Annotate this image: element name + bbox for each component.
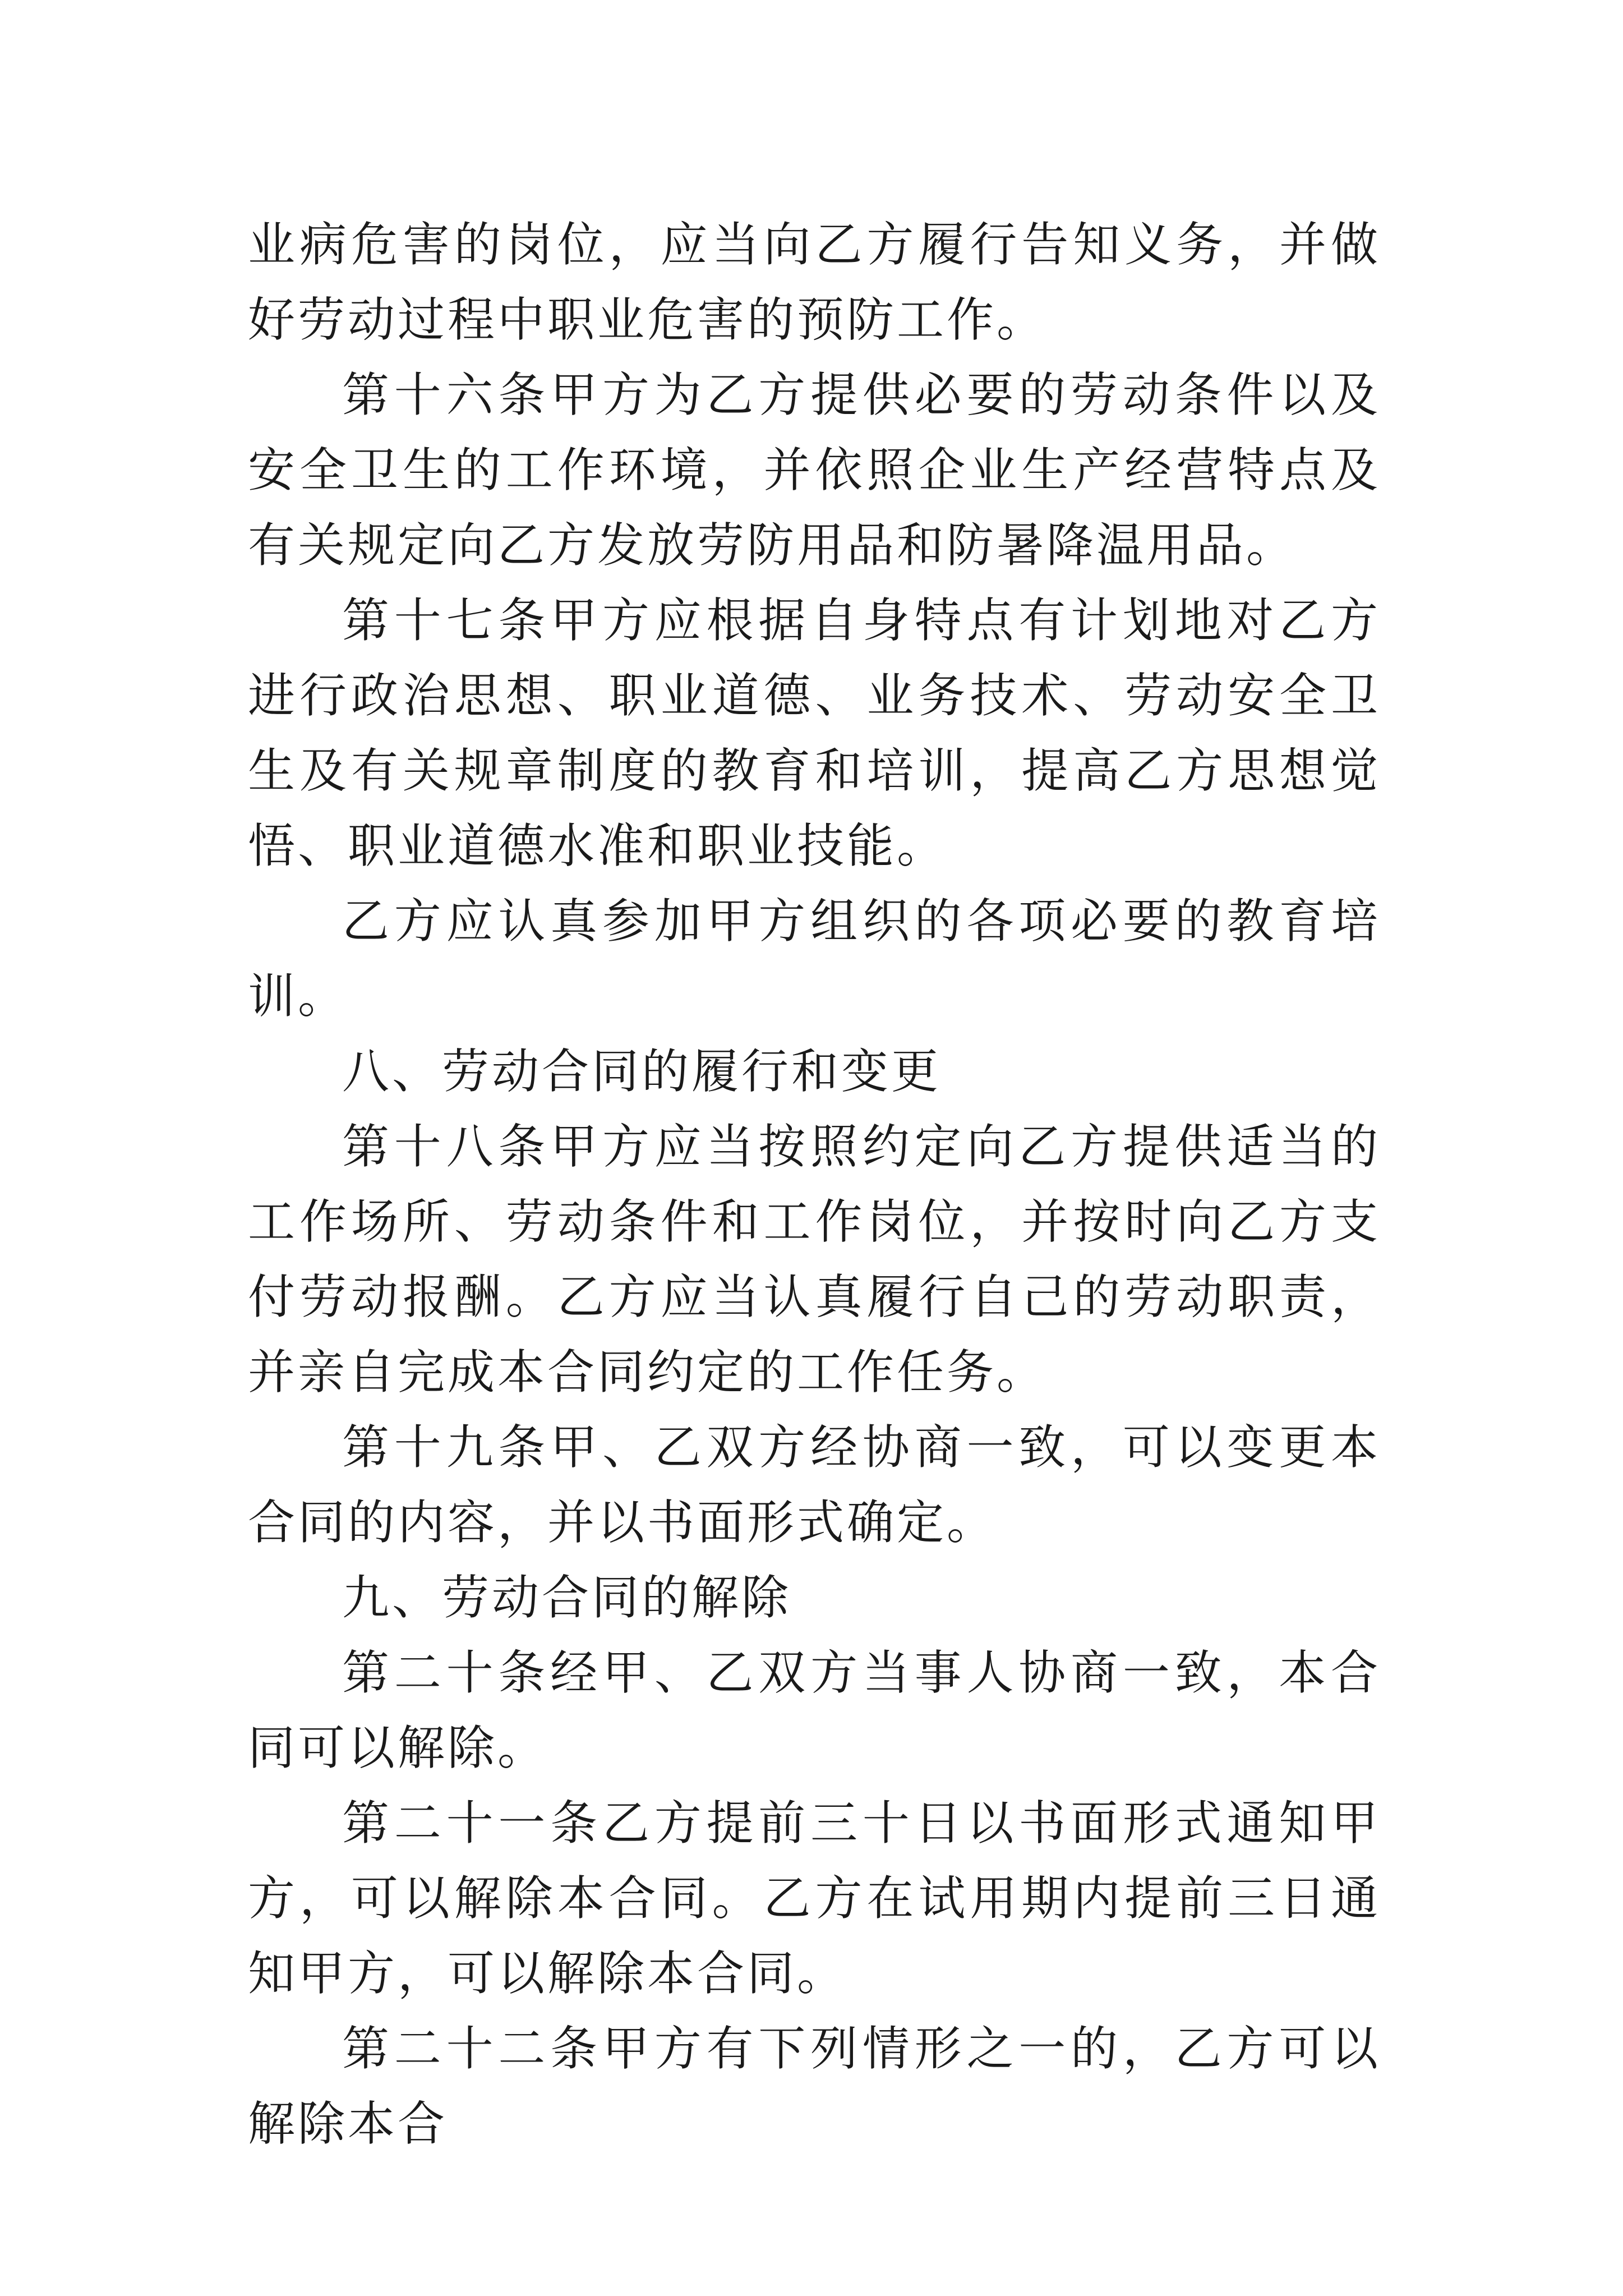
paragraph-article-22: 第二十二条甲方有下列情形之一的，乙方可以解除本合 bbox=[248, 2021, 1381, 2151]
section-heading-8: 八、劳动合同的履行和变更 bbox=[342, 1044, 942, 1099]
paragraph-article-19: 第十九条甲、乙双方经协商一致，可以变更本合同的内容，并以书面形式确定。 bbox=[248, 1420, 1381, 1550]
paragraph-article-16: 第十六条甲方为乙方提供必要的劳动条件以及安全卫生的工作环境，并依照企业生产经营特点及有关规定向乙方发放劳防用品和防暑降温用品。 bbox=[248, 367, 1381, 573]
body-text bbox=[248, 207, 1381, 2161]
paragraph-article-17: 第十七条甲方应根据自身特点有计划地对乙方进行政治思想、职业道德、业务技术、劳动安全卫生及有关规章制度的教育和培训，提高乙方思想觉悟、职业道德水准和职业技能。 bbox=[248, 593, 1381, 873]
paragraph-article-21: 第二十一条乙方提前三十日以书面形式通知甲方，可以解除本合同。乙方在试用期内提前三日通知甲方，可以解除本合同。 bbox=[248, 1796, 1381, 2001]
paragraph-continued: 业病危害的岗位，应当向乙方履行告知义务，并做好劳动过程中职业危害的预防工作。 bbox=[248, 217, 1381, 347]
section-heading-9: 九、劳动合同的解除 bbox=[342, 1570, 792, 1625]
paragraph-article-20: 第二十条经甲、乙双方当事人协商一致，本合同可以解除。 bbox=[248, 1645, 1381, 1775]
paragraph-article-18: 第十八条甲方应当按照约定向乙方提供适当的工作场所、劳动条件和工作岗位，并按时向乙方支付劳动报酬。乙方应当认真履行自己的劳动职责，并亲自完成本合同约定的工作任务。 bbox=[248, 1119, 1381, 1400]
paragraph-training-duty: 乙方应认真参加甲方组织的各项必要的教育培训。 bbox=[248, 894, 1381, 1024]
